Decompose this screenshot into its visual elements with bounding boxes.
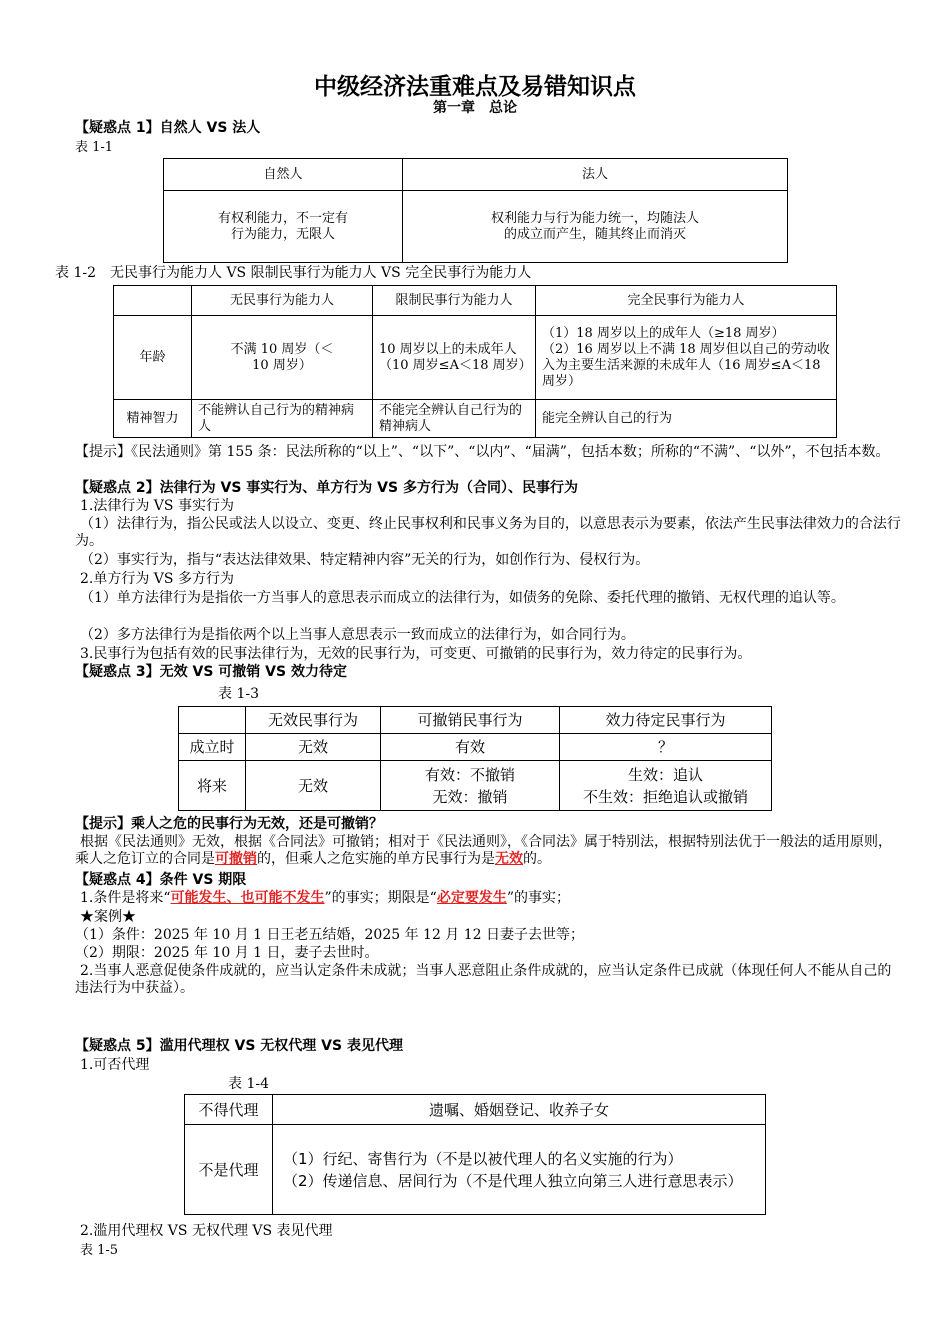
table-caption-1-2: 表 1-2 无民事行为能力人 VS 限制民事行为能力人 VS 完全民事行为能力人: [55, 265, 532, 281]
section-heading-1: 【疑惑点 1】自然人 VS 法人: [75, 120, 261, 136]
table-cell: ？: [560, 734, 772, 761]
table-header: 效力待定民事行为: [560, 707, 772, 734]
table-cell: 权利能力与行为能力统一，均随法人的成立而产生，随其终止而消灭: [403, 191, 788, 263]
table-1-3: [178, 706, 772, 811]
table-header: 无民事行为能力人: [192, 286, 373, 316]
table-caption-1-4: 表 1-4: [228, 1076, 269, 1092]
paragraph: （2）期限：2025 年 10 月 1 日，妻子去世时。: [75, 945, 379, 961]
table-cell: 有效：不撤销 无效：撤销: [381, 761, 560, 811]
table-cell: （1）行纪、寄售行为（不是以被代理人的名义实施的行为） （2）传递信息、居间行为（不是代理人独立向第三人进行意思表示）: [273, 1125, 766, 1215]
row-label: 精神智力: [114, 400, 192, 438]
table-header: [114, 286, 192, 316]
paragraph: （1）条件：2025 年 10 月 1 日王老五结婚，2025 年 12 月 12 日妻子去世等；: [75, 927, 585, 943]
table-header: 限制民事行为能力人: [373, 286, 536, 316]
table-1-2: [113, 285, 837, 438]
paragraph: （2）事实行为，指与“表达法律效果、特定精神内容”无关的行为，如创作行为、侵权行为。: [80, 552, 650, 568]
paragraph: （2）多方法律行为是指依两个以上当事人意思表示一致而成立的法律行为，如合同行为。: [80, 627, 635, 643]
table-cell: （1）18 周岁以上的成年人（≥18 周岁） （2）16 周岁以上不满 18 周岁但以自己的劳动收入为主要生活来源的未成年人（16 周岁≤A＜18 周岁）: [536, 316, 837, 400]
table-caption-1-1: 表 1-1: [75, 140, 114, 155]
table-1-1: [163, 158, 788, 263]
table-cell: 生效：追认 不生效：拒绝追认或撤销: [560, 761, 772, 811]
table-cell: 有效: [381, 734, 560, 761]
row-label: 不得代理: [185, 1095, 273, 1125]
paragraph: 1.可否代理: [80, 1057, 150, 1073]
table-cell: 遗嘱、婚姻登记、收养子女: [273, 1095, 766, 1125]
table-header: 法人: [403, 159, 788, 191]
tip-paragraph: 【提示】乘人之危的民事行为无效，还是可撤销？: [75, 816, 383, 832]
table-1-4: [184, 1094, 766, 1215]
table-header: 完全民事行为能力人: [536, 286, 837, 316]
table-caption-1-5: 表 1-5: [80, 1243, 119, 1258]
paragraph: （1）单方法律行为是指依一方当事人的意思表示而成立的法律行为，如债务的免除、委托代理的撤销、无权代理的追认等。: [80, 590, 845, 606]
paragraph: （1）法律行为，指公民或法人以设立、变更、终止民事权利和民事义务为目的，以意思表示为要素，依法产生民事法律效力的合法行为。: [75, 516, 901, 549]
table-header: [179, 707, 246, 734]
row-label: 年龄: [114, 316, 192, 400]
table-cell: 不满 10 周岁（＜10 周岁）: [192, 316, 373, 400]
table-cell: 10 周岁以上的未成年人（10 周岁≤A＜18 周岁）: [373, 316, 536, 400]
section-heading-4: 【疑惑点 4】条件 VS 期限: [75, 872, 247, 888]
section-heading-2: 【疑惑点 2】法律行为 VS 事实行为、单方行为 VS 多方行为（合同）、民事行为: [75, 480, 578, 496]
table-cell: 无效: [246, 734, 381, 761]
chapter-title: 第一章 总论: [433, 100, 517, 116]
tip-paragraph: 【提示】《民法通则》第 155 条：民法所称的“以上”、“以下”、“以内”、“届满”，包括本数；所称的“不满”、“以外”，不包括本数。: [75, 444, 890, 460]
table-header: 自然人: [164, 159, 403, 191]
paragraph: 2.单方行为 VS 多方行为: [80, 571, 234, 587]
table-cell: 不能辨认自己行为的精神病人: [192, 400, 373, 438]
paragraph: 1.法律行为 VS 事实行为: [80, 498, 234, 514]
row-label: 不是代理: [185, 1125, 273, 1215]
paragraph: ★案例★: [80, 909, 136, 925]
table-caption-1-3: 表 1-3: [218, 686, 259, 702]
paragraph: 3.民事行为包括有效的民事法律行为，无效的民事行为，可变更、可撤销的民事行为，效力待定的民事行为。: [80, 646, 752, 662]
tip-paragraph: 根据《民法通则》无效，根据《合同法》可撤销；相对于《民法通则》，《合同法》属于特别法，根据特别法优于一般法的适用原则，乘人之危订立的合同是可撤销的，但乘人之危实施的单方民事行为是无效的。: [75, 834, 892, 867]
page-title: 中级经济法重难点及易错知识点: [314, 74, 636, 100]
row-label: 成立时: [179, 734, 246, 761]
table-cell: 有权利能力，不一定有行为能力，无限人: [164, 191, 403, 263]
section-heading-3: 【疑惑点 3】无效 VS 可撤销 VS 效力待定: [75, 664, 347, 680]
table-cell: 无效: [246, 761, 381, 811]
table-cell: 不能完全辨认自己行为的精神病人: [373, 400, 536, 438]
row-label: 将来: [179, 761, 246, 811]
table-header: 可撤销民事行为: [381, 707, 560, 734]
paragraph: 2.滥用代理权 VS 无权代理 VS 表见代理: [80, 1223, 333, 1239]
paragraph: 2.当事人恶意促使条件成就的，应当认定条件未成就；当事人恶意阻止条件成就的，应当认定条件已成就（体现任何人不能从自己的违法行为中获益）。: [75, 963, 892, 996]
section-heading-5: 【疑惑点 5】滥用代理权 VS 无权代理 VS 表见代理: [75, 1038, 403, 1054]
paragraph: 1.条件是将来“可能发生、也可能不发生”的事实；期限是“必定要发生”的事实；: [80, 890, 571, 906]
table-cell: 能完全辨认自己的行为: [536, 400, 837, 438]
table-header: 无效民事行为: [246, 707, 381, 734]
